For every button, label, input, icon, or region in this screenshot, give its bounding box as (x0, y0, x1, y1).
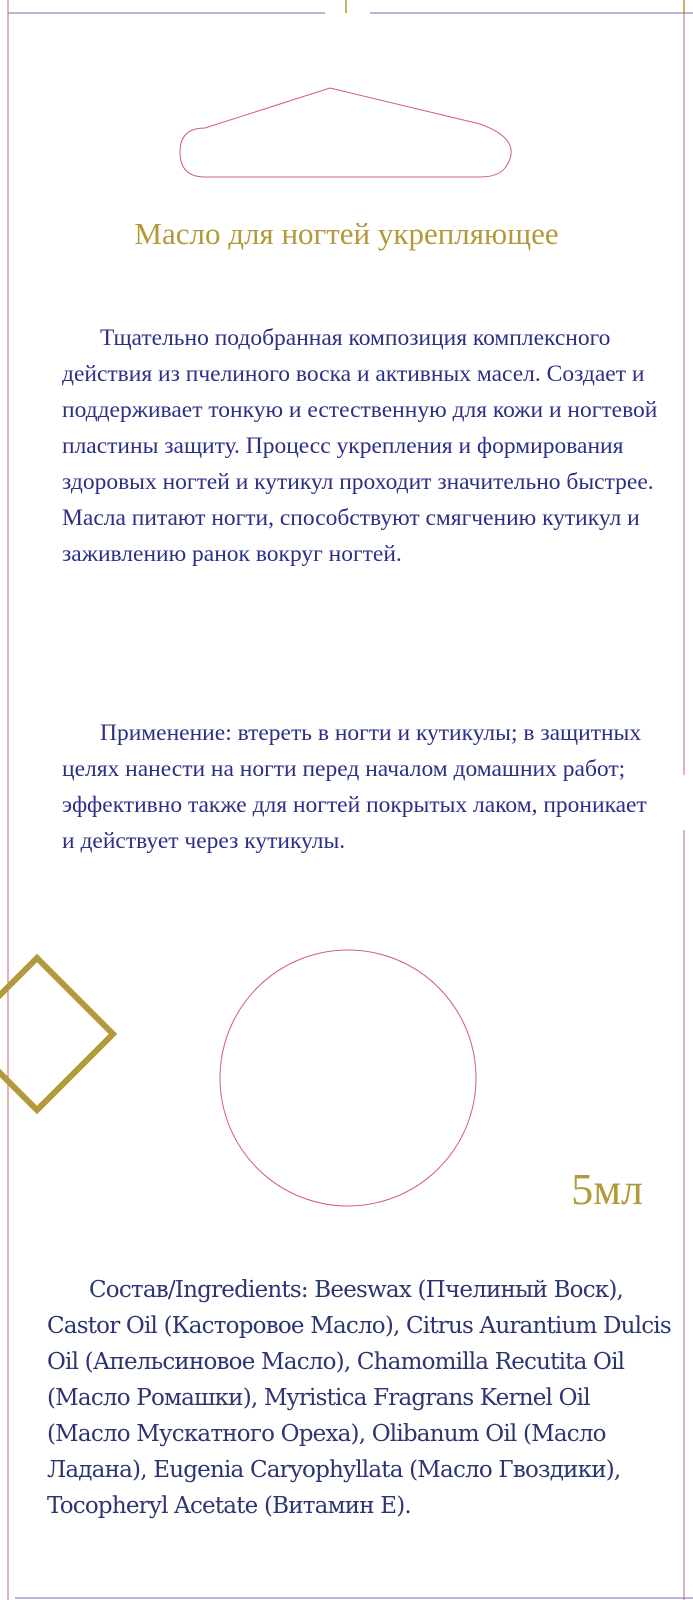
product-title: Масло для ногтей укрепляющее (134, 216, 559, 251)
volume-label: 5мл (571, 1165, 643, 1214)
hang-hole-outline (180, 88, 511, 177)
ingredients-list: Состав/Ingredients: Beeswax (Пчелиный Воск), Castor Oil (Касторовое Масло), Citrus Aurantium Dulcis Oil (Апельсиновое Масло), Chamomilla Recutita Oil (Масло Ромашки), Myristica Fragrans Kernel Oil (Масло Мускатного Ореха), Olibanum Oil (Масло Ладана), Eugenia Caryophyllata (Масло Гвоздики), Tocopheryl Acetate (Витамин Е). (47, 1277, 671, 1519)
circle-window-outline (220, 950, 476, 1206)
usage-instructions: Применение: втереть в ногти и кутикулы; в защитных целях нанести на ногти перед началом домашних работ; эффективно также для ногтей покрытых лаком, проникает и действует через кутикулы. (62, 720, 647, 854)
product-description: Тщательно подобранная композиция комплексного действия из пчелиного воска и активных масел. Создает и поддерживает тонкую и естественную для кожи и ногтевой пластины защиту. Процесс укрепления и формирования здоровых ногтей и кутикул проходит значительно быстрее. Масла питают ногти, способствуют смягчению кутикул и заживлению ранок вокруг ногтей. (62, 325, 658, 567)
gold-diamond-decoration (0, 958, 113, 1110)
